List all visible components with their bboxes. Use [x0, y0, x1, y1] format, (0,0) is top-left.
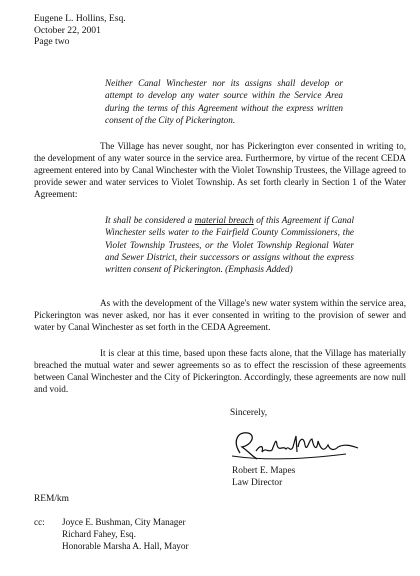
quoted-clause-material-breach	[105, 214, 354, 275]
quoted-clause-water-source: Neither Canal Winchester nor its assigns shall develop or attempt to develop any water source within the Service Area during the terms of this Agreement without the express written consent of the City of Pickerington.	[105, 78, 343, 125]
cc-label: cc:	[34, 517, 45, 527]
quote-underlined-emphasis: material breach	[194, 215, 254, 225]
paragraph-conclusion: It is clear at this time, based upon these facts alone, that the Village has materially breached the mutual water and sewer agreements so as to effect the rescission of these agreements between Canal Winchester and the City of Pickerington. Accordingly, these agreements are now null and void.	[34, 348, 406, 394]
paragraph-sewer-water: As with the development of the Village's new water system within the service area, Pickerington was never asked, nor has it ever consented in writing to the provision of sewer and water by Canal Winchester as set forth in the CEDA Agreement.	[34, 298, 406, 332]
cc-recipient-list	[62, 517, 189, 553]
signer-name: Robert E. Mapes	[232, 466, 296, 476]
cc-recipient: Richard Fahey, Esq.	[62, 528, 136, 539]
paragraph-service-area: The Village has never sought, nor has Pickerington ever consented in writing to, the development of any water source in the service area. Furthermore, by virtue of the recent CEDA agreement entered into by Canal Winchester with the Violet Township Trustees, the Village agreed to provide sewer and water services to Violet Township. As set forth clearly in Section 1 of the Water Agreement:	[34, 141, 406, 199]
handwritten-signature	[226, 423, 366, 465]
cc-recipient: Joyce E. Bushman, City Manager	[62, 517, 186, 527]
date-line: October 22, 2001	[34, 24, 101, 36]
typist-initials: REM/km	[34, 494, 69, 504]
signer-title: Law Director	[232, 477, 283, 488]
quote-text-before: It shall be considered a	[105, 215, 195, 225]
closing-salutation: Sincerely,	[230, 408, 268, 418]
signature-block	[232, 466, 295, 490]
quote-text-after: of this Agreement if Canal Winchester sells water to the Fairfield County Commissioners, the Violet Township Trustees, or the Violet Township Regional Water and Sewer District, their successors or assigns without the express written consent of Pickerington. (Emphasis Added)	[105, 215, 355, 275]
addressee-line: Eugene L. Hollins, Esq.	[34, 13, 126, 24]
page-number-line: Page two	[34, 36, 70, 48]
letter-header	[34, 13, 126, 48]
cc-recipient: Honorable Marsha A. Hall, Mayor	[62, 540, 189, 551]
